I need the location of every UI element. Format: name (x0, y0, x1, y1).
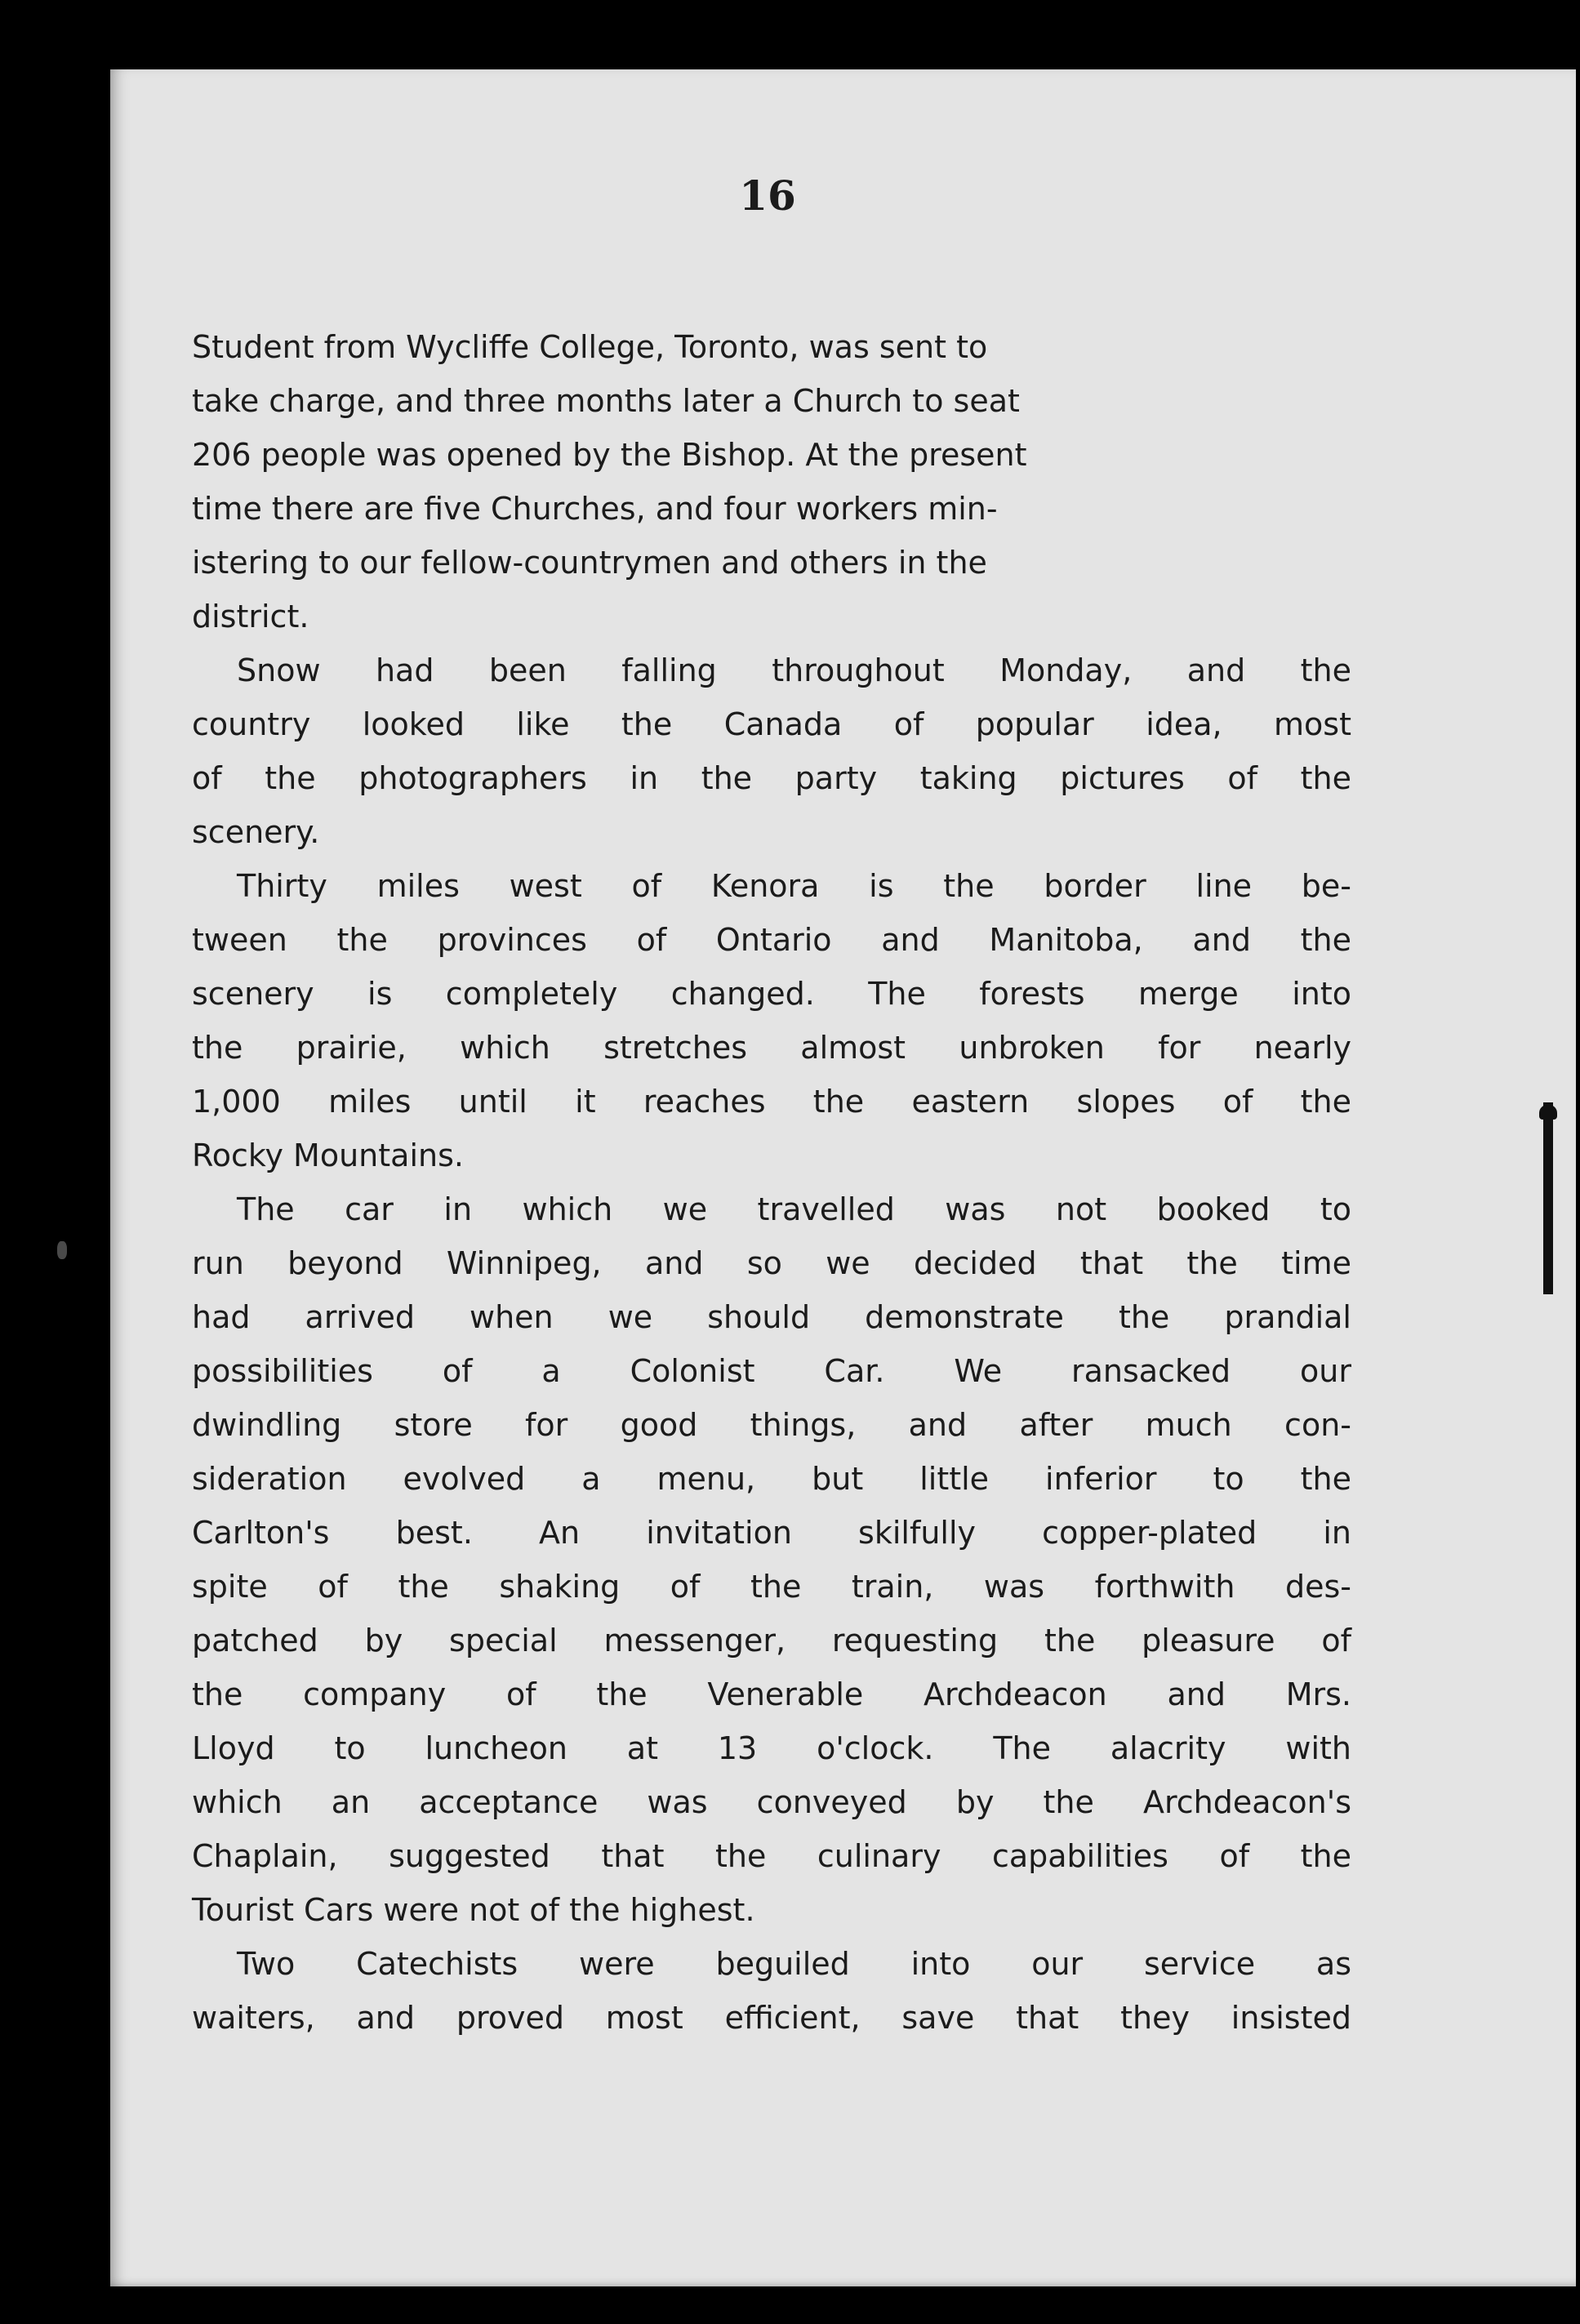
text-line: The car in which we travelled was not booked to (237, 1191, 1351, 1227)
text-line: waiters, and proved most efficient, save that they insisted (192, 2000, 1351, 2036)
text-line: Carlton's best. An invitation skilfully copper-plated in (192, 1515, 1351, 1551)
text-line: had arrived when we should demonstrate the prandial (192, 1299, 1351, 1335)
text-line: country looked like the Canada of popular idea, most (192, 706, 1351, 742)
text-line: Lloyd to luncheon at 13 o'clock. The alacrity with (192, 1730, 1351, 1766)
text-line: patched by special messenger, requesting the pleasure of (192, 1623, 1351, 1658)
paragraph-2 (192, 643, 1351, 859)
text-line: Rocky Mountains. (192, 1138, 464, 1173)
body-text (192, 320, 1351, 2045)
text-line: Chaplain, suggested that the culinary capabilities of the (192, 1838, 1351, 1874)
text-line: scenery is completely changed. The forests merge into (192, 976, 1351, 1012)
text-line: possibilities of a Colonist Car. We ransacked our (192, 1353, 1351, 1389)
scan-edge-speck (57, 1241, 67, 1259)
text-line: Thirty miles west of Kenora is the border line be- (237, 868, 1351, 904)
text-line: Tourist Cars were not of the highest. (192, 1892, 755, 1928)
text-line: scenery. (192, 814, 320, 850)
paragraph-3 (192, 859, 1351, 1182)
text-line: Student from Wycliffe College, Toronto, was sent to (192, 329, 988, 365)
binding-clip-mark-lower (1543, 1209, 1553, 1294)
text-line: istering to our fellow-countrymen and others in the (192, 545, 987, 581)
paragraph-5 (192, 1937, 1351, 2045)
text-line: the prairie, which stretches almost unbroken for nearly (192, 1030, 1351, 1066)
text-line: take charge, and three months later a Church to seat (192, 383, 1020, 419)
paragraph-1 (192, 320, 1351, 643)
text-line: dwindling store for good things, and after much con- (192, 1407, 1351, 1443)
text-line: spite of the shaking of the train, was forthwith des- (192, 1569, 1351, 1605)
text-line: district. (192, 599, 309, 634)
paragraph-4 (192, 1182, 1351, 1937)
text-line: Snow had been falling throughout Monday, and the (237, 652, 1351, 688)
text-line: time there are five Churches, and four workers min- (192, 491, 998, 527)
binding-clip-mark-tip (1539, 1105, 1557, 1120)
text-line: Two Catechists were beguiled into our service as (237, 1946, 1351, 1982)
text-line: tween the provinces of Ontario and Manitoba, and the (192, 922, 1351, 958)
text-line: which an acceptance was conveyed by the Archdeacon's (192, 1784, 1351, 1820)
text-line: 1,000 miles until it reaches the eastern slopes of the (192, 1084, 1351, 1120)
text-line: 206 people was opened by the Bishop. At the present (192, 437, 1027, 473)
text-line: sideration evolved a menu, but little inferior to the (192, 1461, 1351, 1497)
page-number: 16 (739, 171, 796, 220)
text-line: run beyond Winnipeg, and so we decided that the time (192, 1245, 1351, 1281)
text-line: of the photographers in the party taking pictures of the (192, 760, 1351, 796)
text-line: the company of the Venerable Archdeacon and Mrs. (192, 1676, 1351, 1712)
